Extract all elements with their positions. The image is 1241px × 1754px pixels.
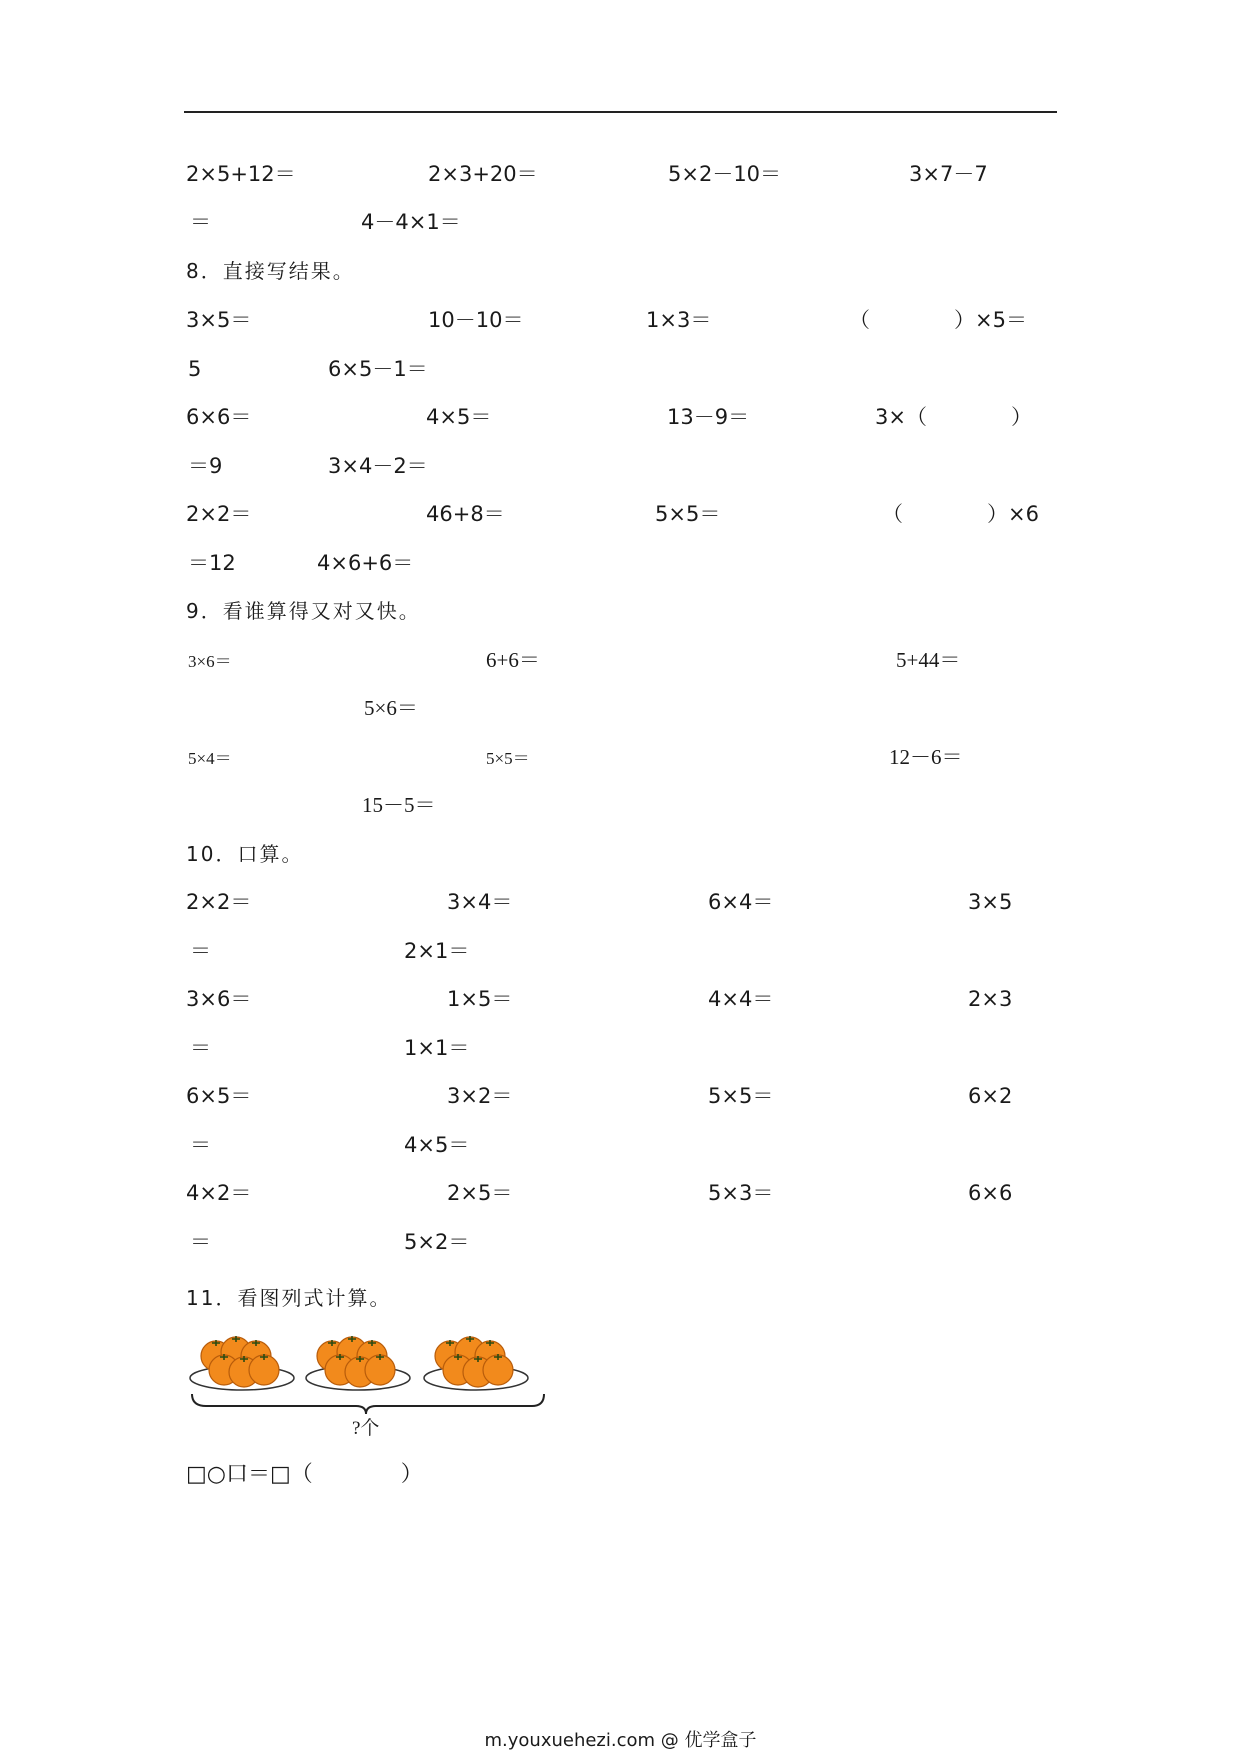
curly-brace (192, 1394, 544, 1414)
expr: 4－4×1＝ (361, 210, 461, 234)
expr: ＝12 (188, 551, 236, 575)
expr: 6×6＝ (186, 405, 252, 429)
expr: 2×3 (968, 987, 1013, 1011)
expr: 5×2＝ (404, 1230, 470, 1254)
expr: 10－10＝ (428, 308, 524, 332)
expr: 2×3+20＝ (428, 162, 538, 186)
expr: 2×1＝ (404, 939, 470, 963)
expr: （ ）×6 (882, 502, 1039, 526)
expr: 4×6+6＝ (317, 551, 414, 575)
question-10-heading: 10．口算。 (186, 842, 304, 866)
expr: 3×4－2＝ (328, 454, 428, 478)
expr: 5×6＝ (364, 696, 418, 720)
expr: ＝ (190, 1230, 211, 1254)
expr: 13－9＝ (667, 405, 750, 429)
question-9-heading: 9．看谁算得又对又快。 (186, 599, 421, 623)
expr: 5×3＝ (708, 1181, 774, 1205)
expr: 4×5＝ (404, 1133, 470, 1157)
figure-label: ?个 (352, 1418, 380, 1439)
header-rule (184, 111, 1057, 113)
expr: 5×4＝ (188, 749, 232, 768)
expr: 5×2－10＝ (668, 162, 782, 186)
expr: 3×5＝ (186, 308, 252, 332)
expr: 6+6＝ (486, 648, 540, 672)
question-8-heading: 8．直接写结果。 (186, 259, 355, 283)
question-11-heading: 11．看图列式计算。 (186, 1286, 392, 1310)
expr: ＝ (190, 1133, 211, 1157)
expr: 4×4＝ (708, 987, 774, 1011)
expr: 2×5＝ (447, 1181, 513, 1205)
expr: 3×（ ） (875, 405, 1032, 429)
expr: 3×6＝ (186, 987, 252, 1011)
expr: 5 (188, 357, 202, 381)
expr: 1×5＝ (447, 987, 513, 1011)
expr: 15－5＝ (362, 793, 436, 817)
expr: 3×6＝ (188, 652, 232, 671)
expr: 46+8＝ (426, 502, 505, 526)
plate (306, 1336, 410, 1390)
expr: （ ）×5＝ (849, 308, 1027, 332)
expr: 6×2 (968, 1084, 1013, 1108)
expr: 6×5＝ (186, 1084, 252, 1108)
expr: 4×5＝ (426, 405, 492, 429)
expr: 3×5 (968, 890, 1013, 914)
expr: 5+44＝ (896, 648, 961, 672)
expr: ＝ (190, 210, 211, 234)
footer-watermark: m.youxuehezi.com @ 优学盒子 (484, 1730, 757, 1751)
expr: 3×4＝ (447, 890, 513, 914)
plate (424, 1336, 528, 1390)
expr: 2×2＝ (186, 502, 252, 526)
expr: 3×2＝ (447, 1084, 513, 1108)
expr: ＝9 (188, 454, 223, 478)
expr: 5×5＝ (655, 502, 721, 526)
expr: ＝ (190, 1036, 211, 1060)
expr: 5×5＝ (486, 749, 530, 768)
expr: 12－6＝ (889, 745, 963, 769)
answer-line: □○口＝□（ ） (186, 1462, 423, 1487)
expr: 5×5＝ (708, 1084, 774, 1108)
expr: 4×2＝ (186, 1181, 252, 1205)
expr: 3×7－7 (909, 162, 988, 186)
expr: 2×2＝ (186, 890, 252, 914)
expr: 6×5－1＝ (328, 357, 428, 381)
expr: ＝ (190, 939, 211, 963)
expr: 2×5+12＝ (186, 162, 296, 186)
plate (190, 1336, 294, 1390)
expr: 1×1＝ (404, 1036, 470, 1060)
expr: 6×6 (968, 1181, 1013, 1205)
expr: 1×3＝ (646, 308, 712, 332)
expr: 6×4＝ (708, 890, 774, 914)
